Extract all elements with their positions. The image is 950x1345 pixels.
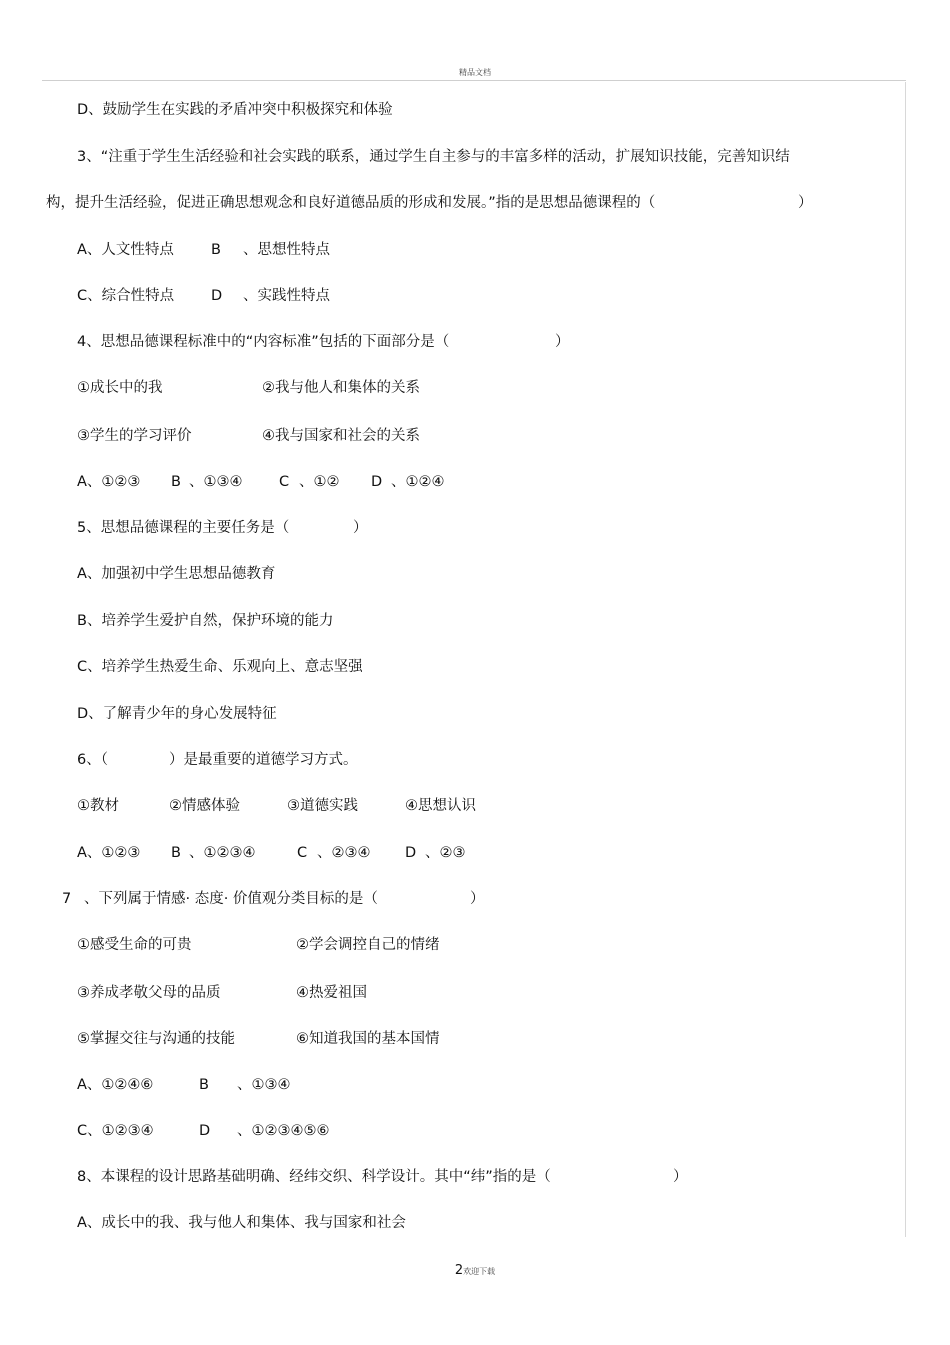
option-b-letter: B <box>199 1077 209 1093</box>
option-d-letter: D <box>199 1123 211 1139</box>
statement-3: ③道德实践 <box>287 798 358 814</box>
answer-bracket-close: ） <box>470 891 485 907</box>
question-number: 6、（ <box>77 752 108 768</box>
option-d-text: 、实践性特点 <box>243 288 330 304</box>
page-header: 精品文档 <box>459 68 491 77</box>
option-b-text: 、①③④ <box>189 474 243 490</box>
statement-2: ②我与他人和集体的关系 <box>262 380 420 396</box>
question-text: 8、本课程的设计思路基础明确、经纬交织、科学设计。其中“纬”指的是（ <box>77 1169 551 1185</box>
option-c-letter: C <box>279 474 290 490</box>
option-c: C、①②③④ <box>77 1123 154 1139</box>
option-d-text: 、①②④ <box>391 474 445 490</box>
option-b-letter: B <box>171 474 181 490</box>
question-text: 4、思想品德课程标准中的“内容标准”包括的下面部分是（ <box>77 334 450 350</box>
option-c-text: 、②③④ <box>317 845 371 861</box>
statement-2: ②情感体验 <box>169 798 240 814</box>
option-d-text: 、①②③④⑤⑥ <box>237 1123 330 1139</box>
question-text: ）是最重要的道德学习方式。 <box>169 752 358 768</box>
answer-bracket-close: ） <box>673 1169 688 1185</box>
option-text: D、鼓励学生在实践的矛盾冲突中积极探究和体验 <box>77 102 393 118</box>
statement-5: ⑤掌握交往与沟通的技能 <box>77 1031 235 1047</box>
option-b: B、培养学生爱护自然，保护环境的能力 <box>77 613 334 629</box>
question-text: 3、“注重于学生生活经验和社会实践的联系，通过学生自主参与的丰富多样的活动，扩展知识技能，完善知识结 <box>77 149 790 165</box>
question-number: 7 <box>62 891 72 907</box>
option-a: A、①②③ <box>77 474 141 490</box>
option-c-text: 、①② <box>299 474 340 490</box>
option-d-letter: D <box>405 845 417 861</box>
statement-3: ③养成孝敬父母的品质 <box>77 985 221 1001</box>
option-a: A、加强初中学生思想品德教育 <box>77 566 276 582</box>
question-text: 、下列属于情感· 态度· 价值观分类目标的是（ <box>84 891 378 907</box>
answer-bracket-close: ） <box>798 195 813 211</box>
question-text: 5、思想品德课程的主要任务是（ <box>77 520 290 536</box>
option-c: C、综合性特点 <box>77 288 175 304</box>
page-footer <box>0 1259 950 1278</box>
option-d-letter: D <box>211 288 223 304</box>
statement-3: ③学生的学习评价 <box>77 428 192 444</box>
option-a: A、成长中的我、我与他人和集体、我与国家和社会 <box>77 1215 406 1231</box>
option-a: A、①②③ <box>77 845 141 861</box>
option-d-letter: D <box>371 474 383 490</box>
option-b-text: 、①②③④ <box>189 845 256 861</box>
option-d: D、了解青少年的身心发展特征 <box>77 706 277 722</box>
option-c-letter: C <box>297 845 308 861</box>
footer-label: 欢迎下载 <box>463 1267 496 1276</box>
statement-4: ④我与国家和社会的关系 <box>262 428 420 444</box>
statement-4: ④思想认识 <box>405 798 476 814</box>
option-b-letter: B <box>211 242 221 258</box>
option-a: A、①②④⑥ <box>77 1077 154 1093</box>
header-divider <box>42 80 906 81</box>
question-text: 构，提升生活经验，促进正确思想观念和良好道德品质的形成和发展。”指的是思想品德课程的（ <box>46 195 656 211</box>
page-number: 2 <box>454 1263 464 1278</box>
answer-bracket-close: ） <box>353 520 368 536</box>
option-b-letter: B <box>171 845 181 861</box>
statement-2: ②学会调控自己的情绪 <box>296 937 440 953</box>
option-d-text: 、②③ <box>425 845 466 861</box>
option-b-text: 、思想性特点 <box>243 242 330 258</box>
option-a: A、人文性特点 <box>77 242 174 258</box>
statement-1: ①成长中的我 <box>77 380 163 396</box>
statement-1: ①教材 <box>77 798 119 814</box>
right-margin-line <box>905 82 906 1237</box>
statement-1: ①感受生命的可贵 <box>77 937 192 953</box>
option-b-text: 、①③④ <box>237 1077 291 1093</box>
statement-6: ⑥知道我国的基本国情 <box>296 1031 440 1047</box>
answer-bracket-close: ） <box>555 334 570 350</box>
statement-4: ④热爱祖国 <box>296 985 367 1001</box>
option-c: C、培养学生热爱生命、乐观向上、意志坚强 <box>77 659 363 675</box>
